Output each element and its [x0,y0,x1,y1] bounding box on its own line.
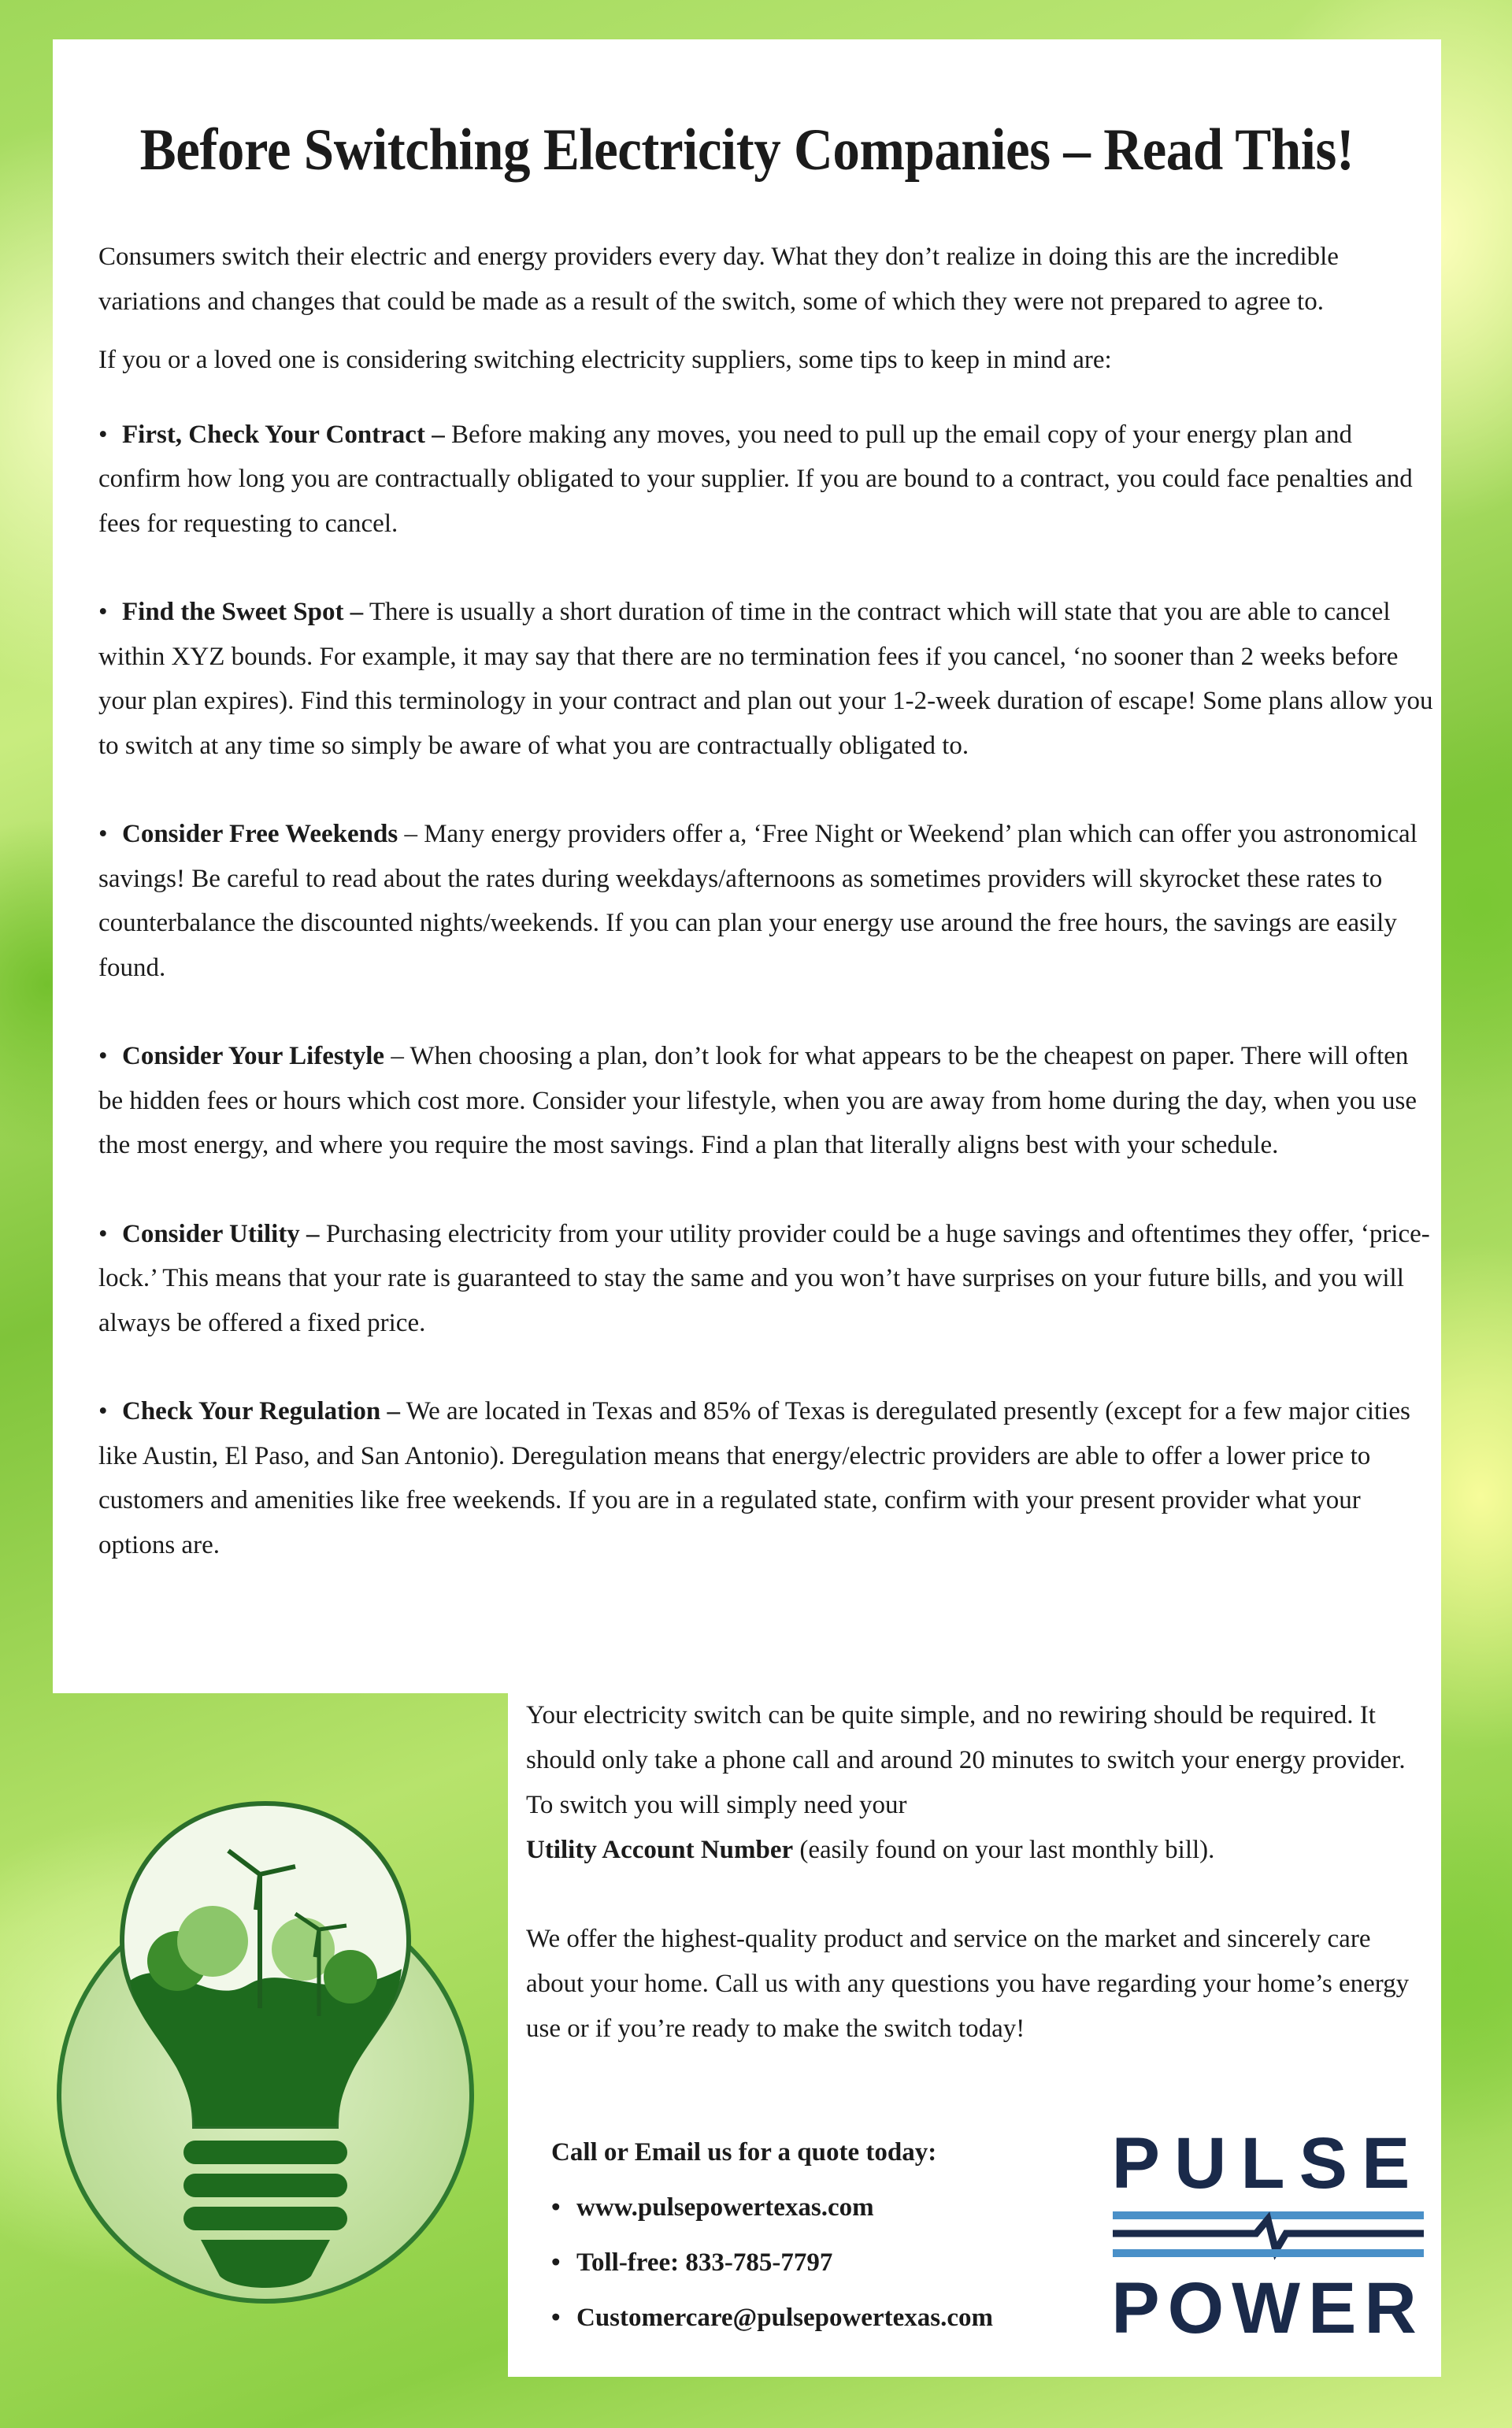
tip-heading: Find the Sweet Spot – [122,598,364,626]
utility-account-number-label: Utility Account Number [526,1836,794,1864]
tip-text: – When choosing a plan, don’t look for what appears to be the cheapest on paper. There will often be hidden fees or hours which cost more. Consider your lifestyle, when you are away from home during the day, when you use the most energy, and where you require the most savings. Find a plan that literally aligns best with your schedule. [98,1042,1418,1159]
closing-paragraph [526,1693,1424,1873]
closing-text-tail: (easily found on your last monthly bill). [793,1836,1215,1864]
tip-text: We are located in Texas and 85% of Texas is deregulated presently (except for a few major cities like Austin, El Paso, and San Antonio). Deregulation means that energy/electric providers are able to offer a lower price to customers and amenities like free weekends. If you are in a regulated state, confirm with your present provider what your options are. [98,1397,1410,1559]
bullet-icon: • [98,598,108,626]
bullet-icon: • [98,1042,108,1070]
pulse-power-logo [1106,2118,1429,2347]
phone-link[interactable]: Toll-free: 833-785-7797 [576,2248,833,2277]
pulse-wave-icon [1113,2211,1424,2257]
tip-heading: Consider Free Weekends [122,820,398,848]
page-title: Before Switching Electricity Companies – Read This! [139,117,1354,183]
tip-item [98,812,1437,990]
contact-list [551,2180,1118,2345]
bullet-icon: • [551,2304,561,2332]
tip-text: There is usually a short duration of time in the contract which will state that you are able to cancel within XYZ bounds. For example, it may say that there are no termination fees if you cancel, ‘no sooner than 2 weeks before your plan expires). Find this terminology in your contract and plan out your 1-2-week duration of escape! Some plans allow you to switch at any time so simply be aware of what you are contractually obligated to. [98,598,1433,760]
intro-paragraph: If you or a loved one is considering switching electricity suppliers, some tips to keep in mind are: [98,346,1112,374]
tip-text: Purchasing electricity from your utility provider could be a huge savings and oftentimes they offer, ‘price-lock.’ This means that your rate is guaranteed to stay the same and you won’t have surprises on your future bills, and you will always be offered a fixed price. [98,1219,1430,1337]
logo-word-power: POWER [1111,2268,1425,2347]
tip-heading: Consider Your Lifestyle [122,1042,385,1070]
website-link[interactable]: www.pulsepowertexas.com [576,2193,874,2222]
tip-heading: Consider Utility – [122,1219,320,1248]
closing-paragraph: We offer the highest-quality product and service on the market and sincerely care about your home. Call us with any questions you have regarding your home’s energy use or if you’re ready to make the switch today! [526,1925,1410,2043]
tip-item [98,1034,1437,1168]
tip-item [98,590,1437,768]
bullet-icon: • [551,2193,561,2222]
tip-heading: First, Check Your Contract – [122,420,445,449]
tip-item [98,413,1437,547]
article-body [98,235,1437,1567]
logo-word-pulse: PULSE [1111,2123,1425,2204]
closing-text [526,1693,1424,2096]
bullet-icon: • [98,420,108,449]
closing-text-part: Your electricity switch can be quite simple, and no rewiring should be required. It should only take a phone call and around 20 minutes to switch your energy provider. To switch you will simply need your [526,1701,1406,1819]
contact-heading: Call or Email us for a quote today: [551,2138,937,2167]
bullet-icon: • [98,1219,108,1248]
email-link[interactable]: Customercare@pulsepowertexas.com [576,2304,993,2332]
article-panel [53,39,1441,1693]
green-bulb-illustration [51,1772,480,2371]
bullet-icon: • [98,820,108,848]
contact-email[interactable] [551,2290,1118,2345]
closing-panel [508,1693,1441,2377]
tip-item [98,1212,1437,1346]
contact-website[interactable] [551,2180,1118,2235]
intro-paragraph: Consumers switch their electric and energy providers every day. What they don’t realize in doing this are the incredible variations and changes that could be made as a result of the switch, some of which they were not prepared to agree to. [98,243,1339,316]
contact-block [551,2125,1118,2345]
contact-phone[interactable] [551,2235,1118,2290]
tip-text: – Many energy providers offer a, ‘Free Night or Weekend’ plan which can offer you astronomical savings! Be careful to read about the rates during weekdays/afternoons as sometimes providers will skyrocket these rates to counterbalance the discounted nights/weekends. If you can plan your energy use around the free hours, the savings are easily found. [98,820,1418,982]
tip-heading: Check Your Regulation – [122,1397,400,1425]
tip-item [98,1389,1437,1567]
tip-text: Before making any moves, you need to pull up the email copy of your energy plan and confirm how long you are contractually obligated to your supplier. If you are bound to a contract, you could face penalties and fees for requesting to cancel. [98,420,1413,538]
bullet-icon: • [98,1397,108,1425]
bullet-icon: • [551,2248,561,2277]
